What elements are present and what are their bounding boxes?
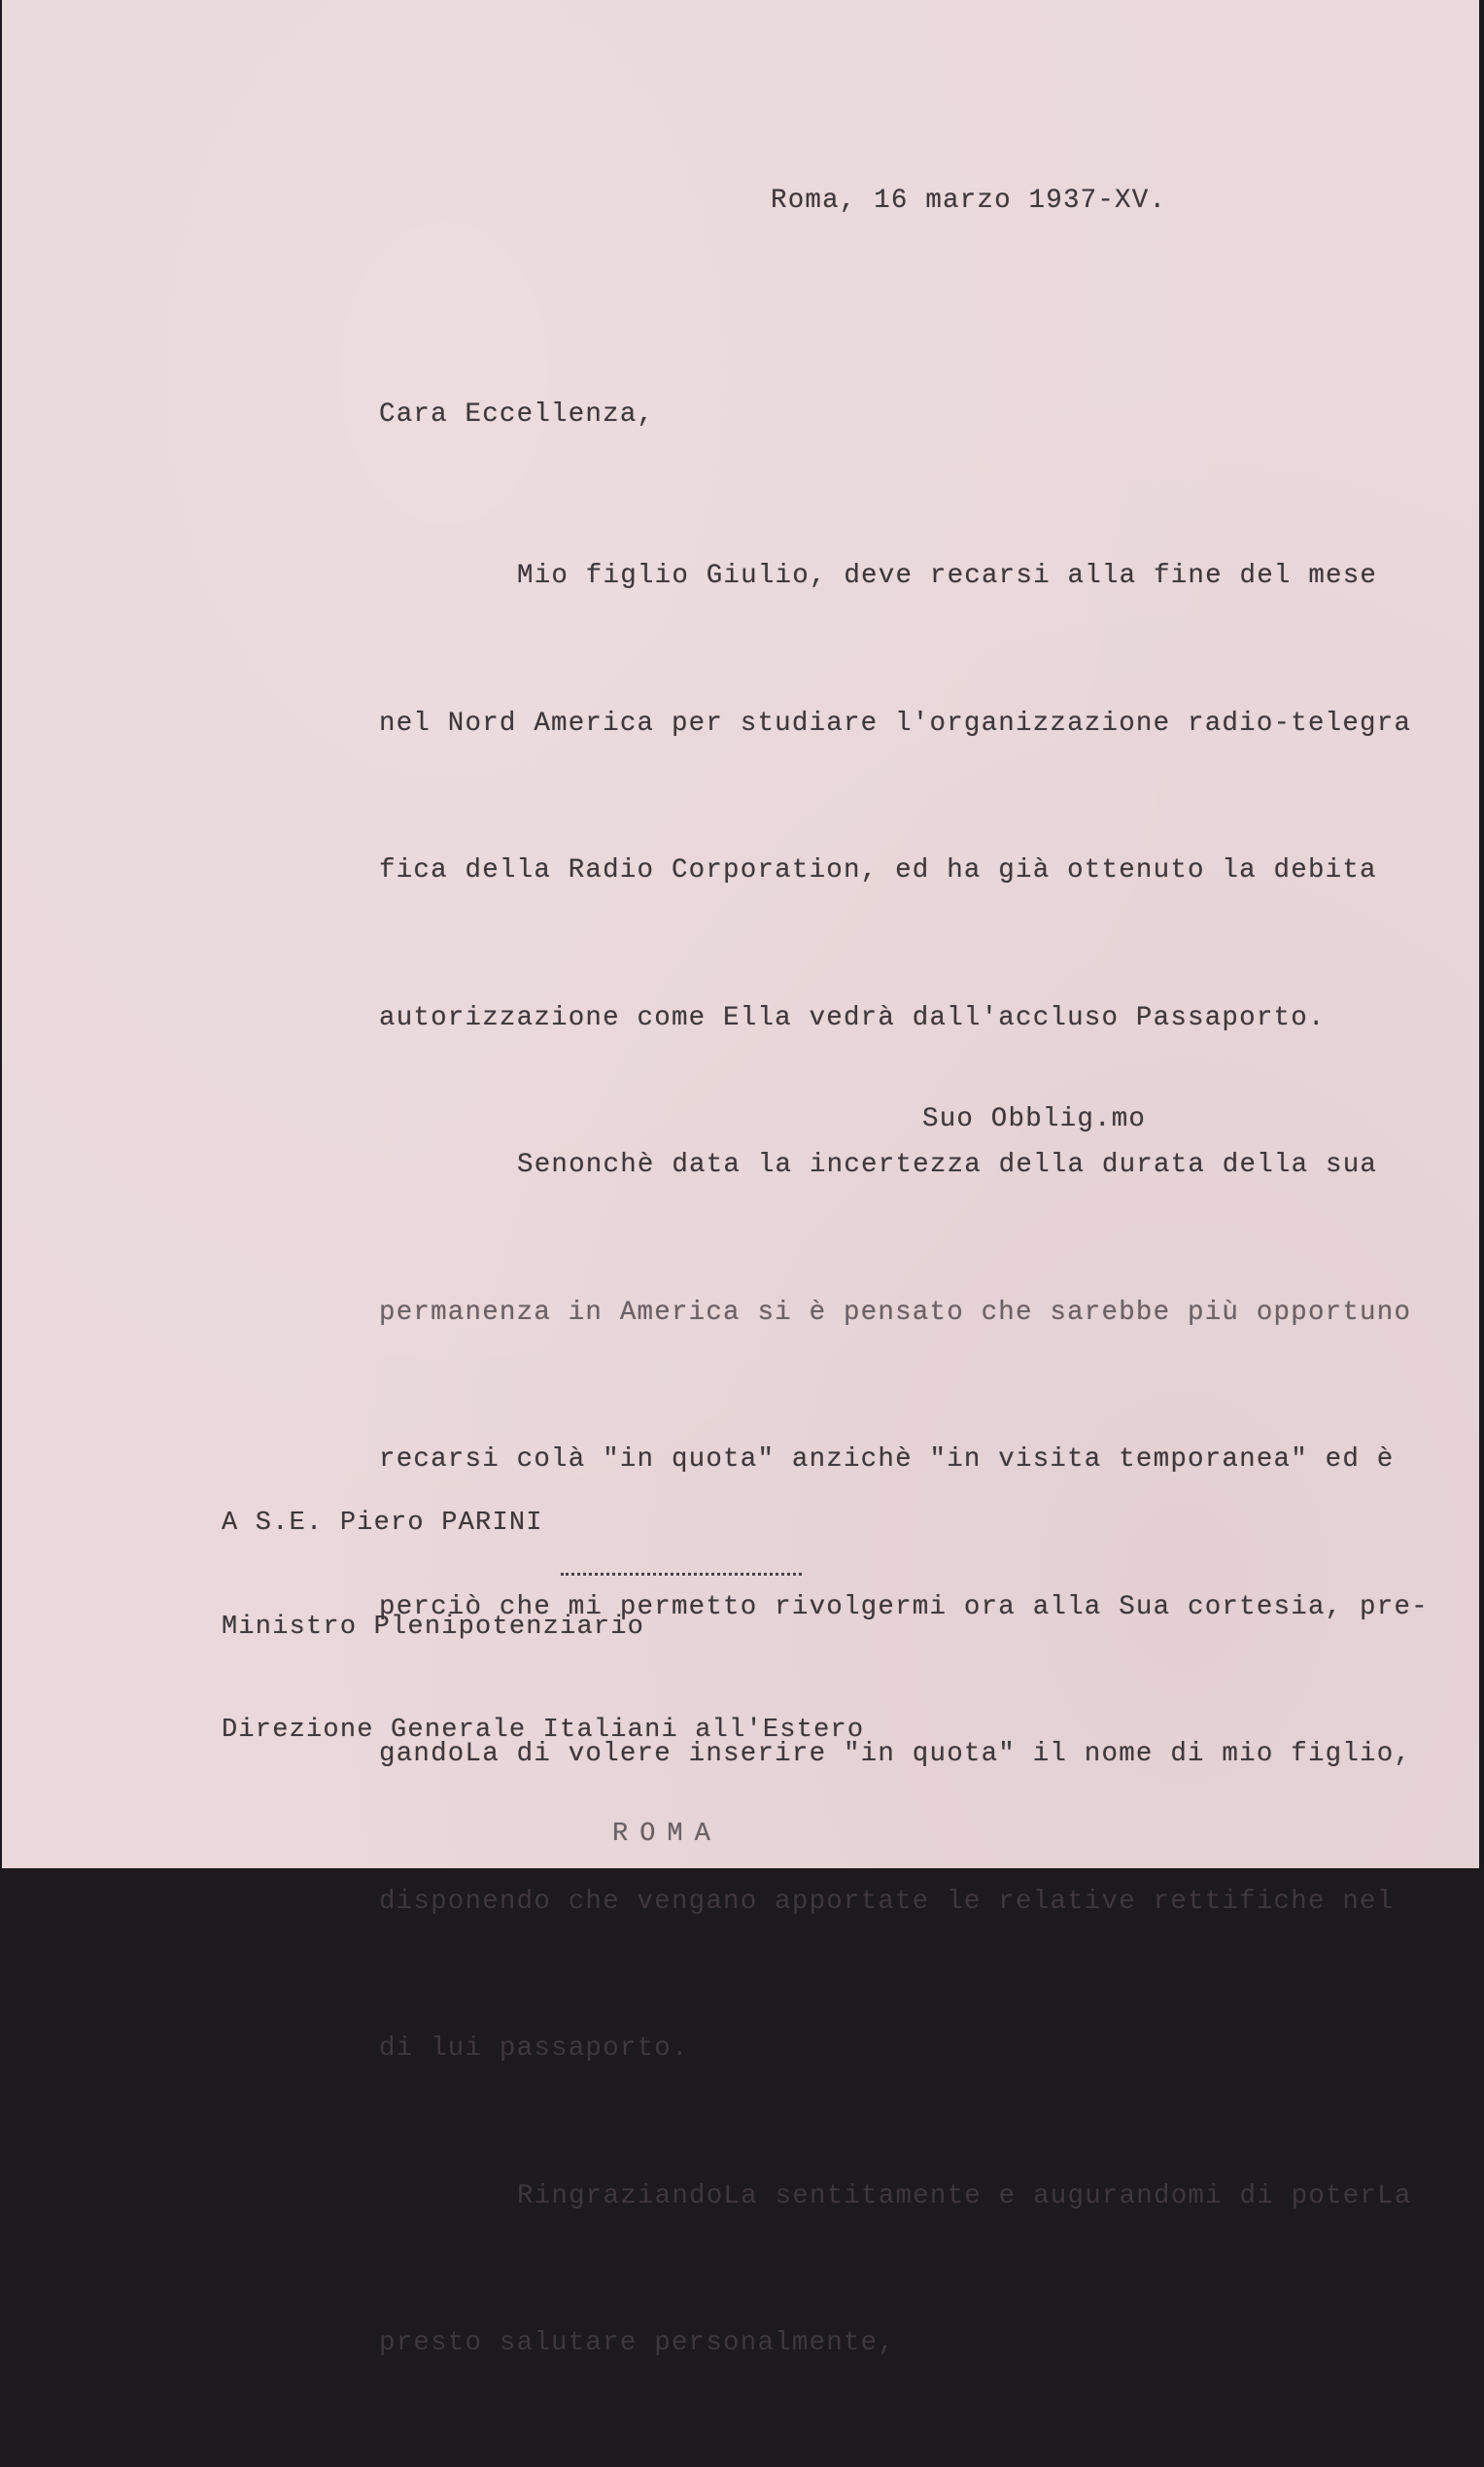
body-line: permanenza in America si è pensato che sarebbe più opportuno	[379, 1297, 1412, 1328]
letter-closing: Suo Obblig.mo	[922, 1104, 1147, 1134]
body-line: RingraziandoLa sentitamente e augurandomi di poterLa	[517, 2180, 1412, 2211]
body-line: presto salutare personalmente,	[379, 2328, 896, 2358]
body-line: Mio figlio Giulio, deve recarsi alla fine del mese	[517, 561, 1378, 591]
body-line: disponendo che vengano apportate le relative rettifiche nel	[379, 1886, 1395, 1917]
body-line: nel Nord America per studiare l'organizzazione radio-telegra	[379, 708, 1412, 739]
letter-page	[2, 0, 1479, 2358]
body-line: di lui passaporto.	[379, 2033, 689, 2064]
body-line: Senonchè data la incertezza della durata della sua	[517, 1150, 1378, 1180]
letter-salutation: Cara Eccellenza,	[379, 400, 655, 430]
recipient-name: A S.E. Piero PARINI	[222, 1509, 543, 1538]
body-line: recarsi colà "in quota" anzichè "in visita temporanea" ed è	[379, 1444, 1395, 1475]
body-line: fica della Radio Corporation, ed ha già ottenuto la debita	[379, 855, 1377, 886]
recipient-office: Direzione Generale Italiani all'Estero	[222, 1716, 865, 1745]
city-underline	[561, 1573, 802, 1576]
body-line: autorizzazione come Ella vedrà dall'accluso Passaporto.	[379, 1002, 1326, 1033]
recipient-title: Ministro Plenipotenziario	[222, 1612, 645, 1642]
letter-date: Roma, 16 marzo 1937-XV.	[771, 186, 1167, 216]
body-line: perciò che mi permetto rivolgermi ora alla Sua cortesia, pre-	[379, 1591, 1429, 1622]
recipient-city: ROMA	[612, 1819, 722, 1849]
body-line: gandoLa di volere inserire "in quota" il nome di mio figlio,	[379, 1739, 1412, 1769]
recipient-address	[222, 1438, 864, 1921]
